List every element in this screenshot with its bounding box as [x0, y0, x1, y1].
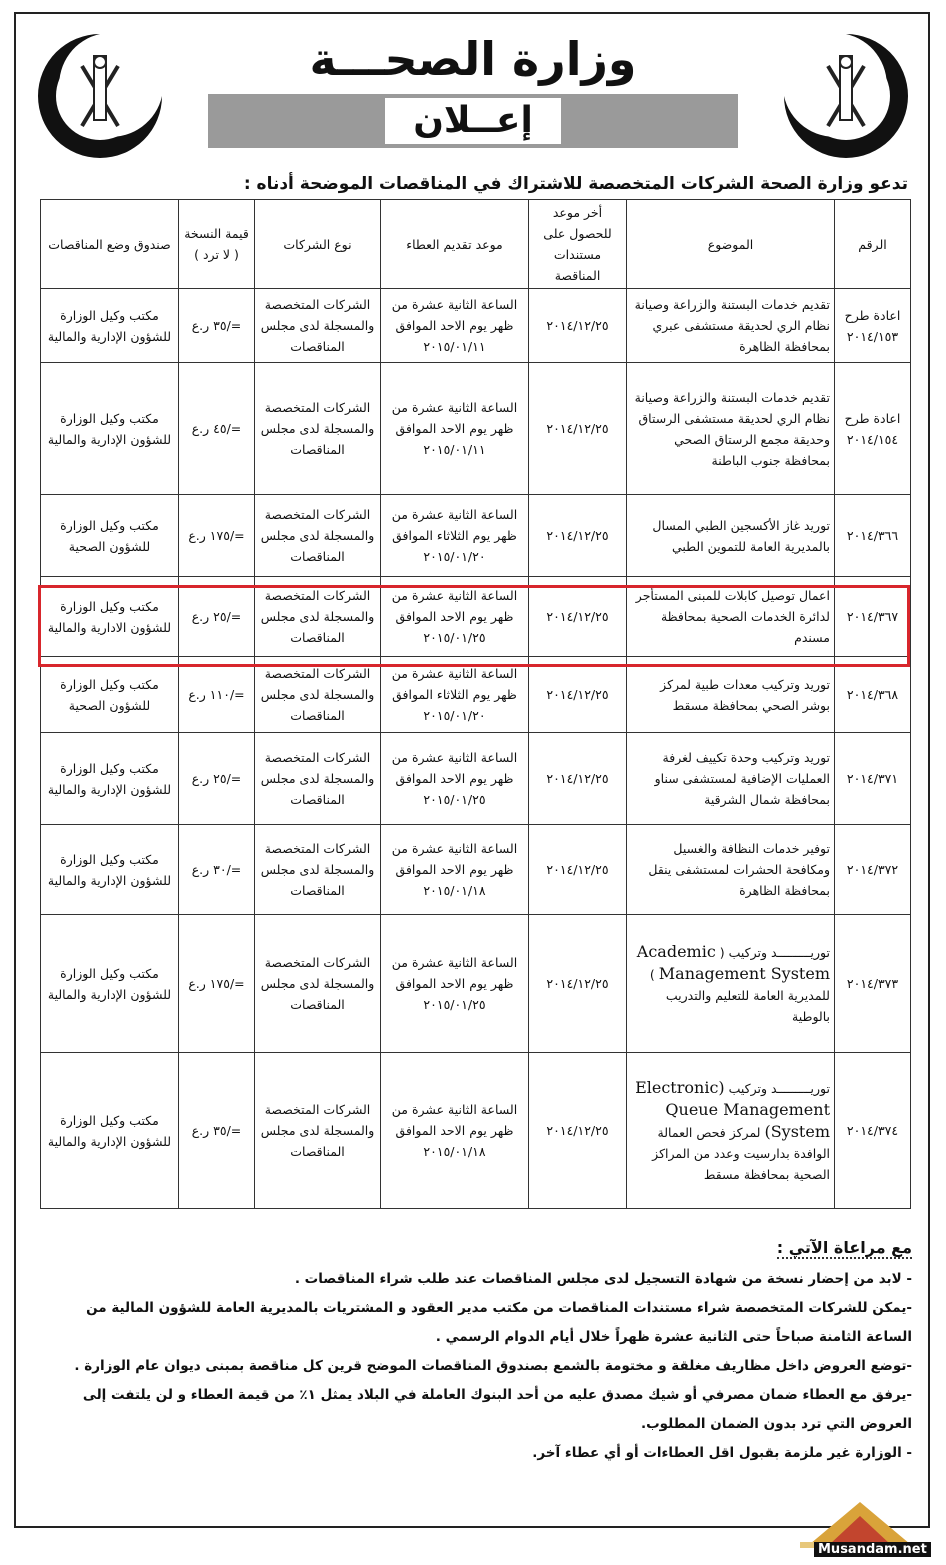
header-number: الرقم — [835, 200, 911, 289]
cell-copy-price: =/١١٠ ر.ع — [179, 657, 255, 733]
announcement-bar — [208, 94, 738, 148]
table-row-highlighted — [41, 577, 911, 657]
cell-docs-deadline: ٢٠١٤/١٢/٢٥ — [529, 363, 627, 495]
subject-text-en: (Electronic Queue Management System) — [635, 1077, 830, 1141]
notes-heading: مع مراعاة الآتي : — [776, 1238, 912, 1257]
ministry-title: وزارة الصحـــة — [309, 32, 637, 86]
cell-copy-price: =/١٧٥ ر.ع — [179, 495, 255, 577]
cell-copy-price: =/٢٥ ر.ع — [179, 577, 255, 657]
table-row — [41, 733, 911, 825]
cell-box: مكتب وكيل الوزارة للشؤون الإدارية والمالية — [41, 915, 179, 1053]
watermark-text: Musandam.net — [814, 1542, 931, 1557]
cell-subject — [627, 1053, 835, 1209]
cell-bid-deadline: الساعة الثانية عشرة من ظهر يوم الاحد الموافق ٢٠١٥/٠١/١١ — [381, 363, 529, 495]
subject-text-ar-2: ) للمديرية العامة للتعليم والتدريب بالوطية — [649, 966, 830, 1024]
cell-box: مكتب وكيل الوزارة للشؤون الإدارية والمالية — [41, 1053, 179, 1209]
table-row — [41, 289, 911, 363]
header-company-type: نوع الشركات — [255, 200, 381, 289]
cell-copy-price: =/١٧٥ ر.ع — [179, 915, 255, 1053]
table-row — [41, 915, 911, 1053]
header-subject: الموضوع — [627, 200, 835, 289]
cell-number: ٢٠١٤/٣٧٣ — [835, 915, 911, 1053]
header-docs-deadline: أخر موعد للحصول على مستندات المناقصة — [529, 200, 627, 289]
cell-company-type: الشركات المتخصصة والمسجلة لدى مجلس المناقصات — [255, 1053, 381, 1209]
cell-number: ٢٠١٤/٣٧٢ — [835, 825, 911, 915]
cell-docs-deadline: ٢٠١٤/١٢/٢٥ — [529, 289, 627, 363]
subject-text-ar: توريـــــــــد وتركيب — [728, 1080, 830, 1096]
cell-subject: تقديم خدمات البستنة والزراعة وصيانة نظام الري لحديقة مستشفى عبري بمحافظة الظاهرة — [627, 289, 835, 363]
oman-emblem-right — [776, 26, 916, 166]
cell-subject: توريد وتركيب وحدة تكييف لغرفة العمليات الإضافية لمستشفى سناو بمحافظة شمال الشرقية — [627, 733, 835, 825]
note-item: -يمكن للشركات المتخصصة شراء مستندات المناقصات من مكتب مدير العقود و المشتريات بالمديرية العامة للشؤون المالية من — [86, 1300, 912, 1316]
subject-text-en: Academic Management System — [636, 941, 830, 983]
cell-bid-deadline: الساعة الثانية عشرة من ظهر يوم الاحد الموافق ٢٠١٥/٠١/٢٥ — [381, 733, 529, 825]
table-row — [41, 657, 911, 733]
table-header-row — [41, 200, 911, 289]
cell-subject: توريد غاز الأكسجين الطبي المسال بالمديرية العامة للتموين الطبي — [627, 495, 835, 577]
cell-docs-deadline: ٢٠١٤/١٢/٢٥ — [529, 825, 627, 915]
cell-bid-deadline: الساعة الثانية عشرة من ظهر يوم الاحد الموافق ٢٠١٥/٠١/٢٥ — [381, 577, 529, 657]
cell-number: ٢٠١٤/٣٧١ — [835, 733, 911, 825]
cell-company-type: الشركات المتخصصة والمسجلة لدى مجلس المناقصات — [255, 915, 381, 1053]
note-item: العروض التي ترد بدون الضمان المطلوب. — [640, 1416, 912, 1432]
cell-bid-deadline: الساعة الثانية عشرة من ظهر يوم الثلاثاء الموافق ٢٠١٥/٠١/٢٠ — [381, 657, 529, 733]
oman-emblem-left — [30, 26, 170, 166]
cell-docs-deadline: ٢٠١٤/١٢/٢٥ — [529, 733, 627, 825]
table-row — [41, 495, 911, 577]
cell-bid-deadline: الساعة الثانية عشرة من ظهر يوم الاحد الموافق ٢٠١٥/٠١/١٨ — [381, 825, 529, 915]
cell-copy-price: =/٤٥ ر.ع — [179, 363, 255, 495]
cell-box: مكتب وكيل الوزارة للشؤون الإدارية والمالية — [41, 825, 179, 915]
cell-number: ٢٠١٤/٣٧٤ — [835, 1053, 911, 1209]
table-row — [41, 825, 911, 915]
cell-company-type: الشركات المتخصصة والمسجلة لدى مجلس المناقصات — [255, 825, 381, 915]
subject-text-ar-2: لمركز فحص العمالة الوافدة بدارسيت وعدد من المراكز الصحية بمحافظة مسقط — [652, 1124, 830, 1182]
cell-copy-price: =/٣٥ ر.ع — [179, 1053, 255, 1209]
cell-box: مكتب وكيل الوزارة للشؤون الصحية — [41, 657, 179, 733]
cell-copy-price: =/٣٥ ر.ع — [179, 289, 255, 363]
note-item: -يرفق مع العطاء ضمان مصرفي أو شيك مصدق عليه من أحد البنوك العاملة في البلاد يمثل ١٪ من قيمة العطاء و لن يلتفت إلى — [82, 1387, 912, 1403]
cell-subject — [627, 915, 835, 1053]
cell-docs-deadline: ٢٠١٤/١٢/٢٥ — [529, 657, 627, 733]
announcement-label: إعــلان — [385, 98, 561, 144]
cell-company-type: الشركات المتخصصة والمسجلة لدى مجلس المناقصات — [255, 657, 381, 733]
cell-bid-deadline: الساعة الثانية عشرة من ظهر يوم الثلاثاء الموافق ٢٠١٥/٠١/٢٠ — [381, 495, 529, 577]
cell-company-type: الشركات المتخصصة والمسجلة لدى مجلس المناقصات — [255, 363, 381, 495]
cell-company-type: الشركات المتخصصة والمسجلة لدى مجلس المناقصات — [255, 577, 381, 657]
table-row — [41, 363, 911, 495]
cell-docs-deadline: ٢٠١٤/١٢/٢٥ — [529, 577, 627, 657]
cell-company-type: الشركات المتخصصة والمسجلة لدى مجلس المناقصات — [255, 495, 381, 577]
subject-text-ar: توريـــــــــد وتركيب ( — [719, 944, 830, 960]
header-copy-price: قيمة النسخة ( لا ترد ) — [179, 200, 255, 289]
cell-subject: توريد وتركيب معدات طبية لمركز بوشر الصحي بمحافظة مسقط — [627, 657, 835, 733]
cell-number: اعادة طرح ٢٠١٤/١٥٤ — [835, 363, 911, 495]
cell-number: ٢٠١٤/٣٦٨ — [835, 657, 911, 733]
note-item: -توضع العروض داخل مظاريف مغلقة و مختومة بالشمع بصندوق المناقصات الموضح قرين كل مناقصة بمبنى ديوان عام الوزارة . — [74, 1358, 912, 1374]
cell-number: ٢٠١٤/٣٦٧ — [835, 577, 911, 657]
cell-bid-deadline: الساعة الثانية عشرة من ظهر يوم الاحد الموافق ٢٠١٥/٠١/١١ — [381, 289, 529, 363]
cell-number: اعادة طرح ٢٠١٤/١٥٣ — [835, 289, 911, 363]
cell-box: مكتب وكيل الوزارة للشؤون الادارية والمالية — [41, 577, 179, 657]
cell-copy-price: =/٣٠ ر.ع — [179, 825, 255, 915]
cell-bid-deadline: الساعة الثانية عشرة من ظهر يوم الاحد الموافق ٢٠١٥/٠١/٢٥ — [381, 915, 529, 1053]
cell-subject: تقديم خدمات البستنة والزراعة وصيانة نظام الري لحديقة مستشفى الرستاق وحديقة مجمع الرستاق الصحي بمحافظة جنوب الباطنة — [627, 363, 835, 495]
cell-subject: توفير خدمات النظافة والغسيل ومكافحة الحشرات لمستشفى ينقل بمحافظة الظاهرة — [627, 825, 835, 915]
cell-docs-deadline: ٢٠١٤/١٢/٢٥ — [529, 495, 627, 577]
cell-box: مكتب وكيل الوزارة للشؤون الإدارية والمالية — [41, 733, 179, 825]
cell-subject: اعمال توصيل كابلات للمبنى المستأجر لدائرة الخدمات الصحية بمحافظة مسندم — [627, 577, 835, 657]
tenders-table — [40, 199, 911, 1209]
intro-text: تدعو وزارة الصحة الشركات المتخصصة للاشتراك في المناقصات الموضحة أدناه : — [243, 174, 908, 194]
cell-docs-deadline: ٢٠١٤/١٢/٢٥ — [529, 915, 627, 1053]
header-bid-deadline: موعد تقديم العطاء — [381, 200, 529, 289]
notes-section — [40, 1238, 912, 1468]
header-box: صندوق وضع المناقصات — [41, 200, 179, 289]
note-item: الساعة الثامنة صباحاً حتى الثانية عشرة ظهراً خلال أيام الدوام الرسمي . — [435, 1329, 912, 1345]
cell-bid-deadline: الساعة الثانية عشرة من ظهر يوم الاحد الموافق ٢٠١٥/٠١/١٨ — [381, 1053, 529, 1209]
note-item: - الوزارة غير ملزمة بقبول اقل العطاءات أو أي عطاء آخر. — [532, 1445, 912, 1461]
cell-box: مكتب وكيل الوزارة للشؤون الإدارية والمالية — [41, 289, 179, 363]
note-item: - لابد من إحضار نسخة من شهادة التسجيل لدى مجلس المناقصات عند طلب شراء المناقصات . — [294, 1271, 912, 1287]
cell-box: مكتب وكيل الوزارة للشؤون الإدارية والمالية — [41, 363, 179, 495]
cell-docs-deadline: ٢٠١٤/١٢/٢٥ — [529, 1053, 627, 1209]
cell-copy-price: =/٢٥ ر.ع — [179, 733, 255, 825]
cell-company-type: الشركات المتخصصة والمسجلة لدى مجلس المناقصات — [255, 733, 381, 825]
cell-number: ٢٠١٤/٣٦٦ — [835, 495, 911, 577]
cell-box: مكتب وكيل الوزارة للشؤون الصحية — [41, 495, 179, 577]
table-row — [41, 1053, 911, 1209]
cell-company-type: الشركات المتخصصة والمسجلة لدى مجلس المناقصات — [255, 289, 381, 363]
